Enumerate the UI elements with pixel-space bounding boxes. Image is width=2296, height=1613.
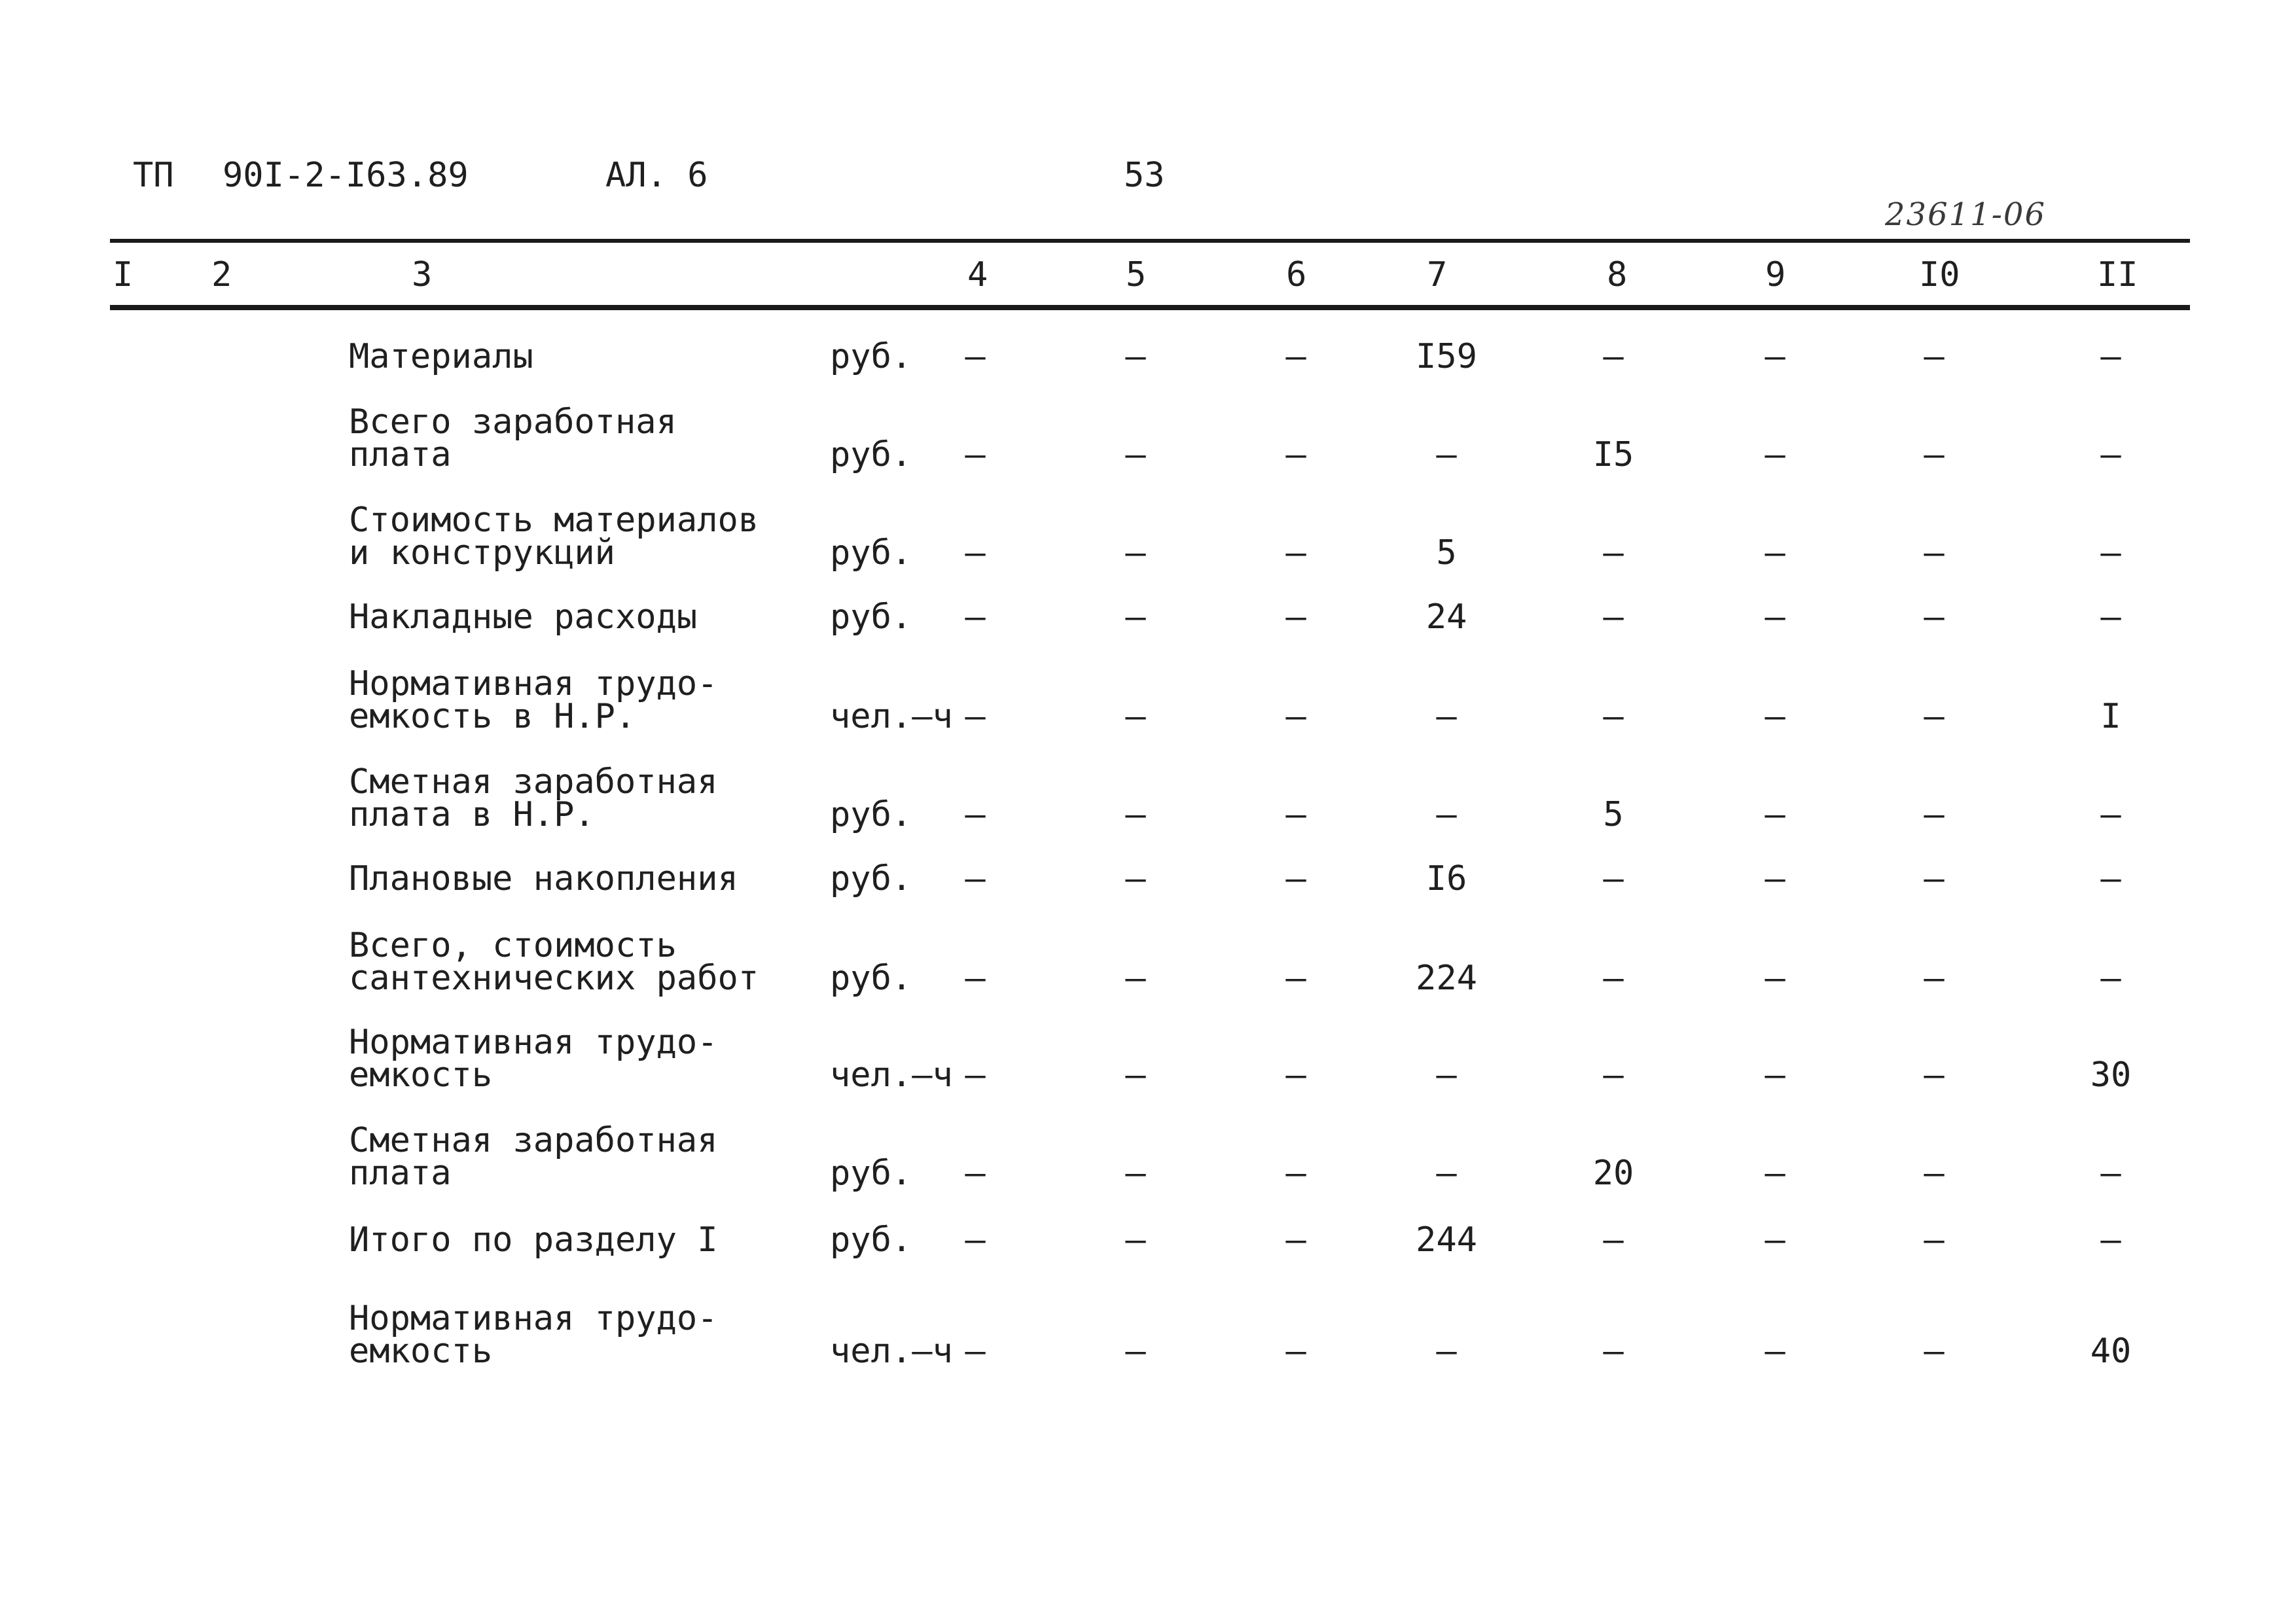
row-label: Стоимость материалов и конструкций (349, 501, 759, 573)
table-top-rule (110, 239, 2190, 243)
row-value-col-4: – (965, 1332, 986, 1371)
album-number: АЛ. 6 (605, 156, 708, 195)
project-code: 90I-2-I63.89 (223, 156, 469, 195)
column-number-8: 8 (1607, 255, 1628, 294)
row-value-col-8: – (1603, 697, 1624, 736)
row-value-col-10: – (1924, 859, 1945, 898)
row-value-col-9: – (1765, 959, 1785, 998)
row-unit: руб. (830, 533, 912, 573)
row-value-col-10: – (1924, 1220, 1945, 1260)
series-code: ТП (133, 156, 174, 195)
table-row (0, 501, 2296, 576)
column-number-2: 2 (211, 255, 232, 294)
row-value-col-6: – (1285, 795, 1306, 834)
row-value-col-4: – (965, 1220, 986, 1260)
row-value-col-4: – (965, 533, 986, 573)
row-unit: руб. (830, 1154, 912, 1193)
table-row (0, 597, 2296, 640)
row-value-col-9: – (1765, 1220, 1785, 1260)
row-value-col-5: – (1125, 1220, 1146, 1260)
row-value-col-6: – (1285, 337, 1306, 376)
row-value-col-11: 30 (2090, 1055, 2132, 1095)
row-value-col-4: – (965, 697, 986, 736)
row-value-col-5: – (1125, 597, 1146, 637)
table-row (0, 762, 2296, 838)
row-label: Всего заработная плата (349, 402, 677, 474)
row-value-col-5: – (1125, 435, 1146, 474)
row-value-col-9: – (1765, 859, 1785, 898)
row-value-col-5: – (1125, 959, 1146, 998)
row-value-col-8: – (1603, 1332, 1624, 1371)
row-value-col-6: – (1285, 1332, 1306, 1371)
column-number-4: 4 (967, 255, 988, 294)
row-value-col-6: – (1285, 597, 1306, 637)
row-value-col-5: – (1125, 795, 1146, 834)
row-value-col-6: – (1285, 533, 1306, 573)
row-value-col-11: – (2100, 597, 2121, 637)
row-value-col-7: – (1436, 1055, 1457, 1095)
row-value-col-8: – (1603, 1055, 1624, 1095)
row-unit: руб. (830, 597, 912, 637)
table-row (0, 926, 2296, 1001)
handwritten-inventory-number: 23611-06 (1885, 196, 2046, 233)
table-row (0, 402, 2296, 478)
row-label: Итого по разделу I (349, 1220, 718, 1260)
row-value-col-7: 224 (1416, 959, 1477, 998)
row-value-col-11: – (2100, 1220, 2121, 1260)
row-value-col-10: – (1924, 697, 1945, 736)
row-value-col-11: I (2100, 697, 2121, 736)
row-value-col-7: I6 (1426, 859, 1467, 898)
row-value-col-4: – (965, 1154, 986, 1193)
table-row (0, 664, 2296, 739)
row-value-col-9: – (1765, 1332, 1785, 1371)
row-unit: руб. (830, 337, 912, 376)
row-value-col-10: – (1924, 597, 1945, 637)
column-number-9: 9 (1765, 255, 1786, 294)
row-label: Сметная заработная плата (349, 1121, 718, 1193)
row-value-col-11: – (2100, 795, 2121, 834)
column-number-11: II (2097, 255, 2138, 294)
row-value-col-6: – (1285, 959, 1306, 998)
row-value-col-8: 5 (1603, 795, 1624, 834)
table-header-rule (110, 305, 2190, 310)
table-row (0, 337, 2296, 380)
row-value-col-10: – (1924, 1055, 1945, 1095)
row-value-col-5: – (1125, 1055, 1146, 1095)
row-value-col-10: – (1924, 795, 1945, 834)
row-value-col-7: 24 (1426, 597, 1467, 637)
row-value-col-9: – (1765, 337, 1785, 376)
row-unit: руб. (830, 435, 912, 474)
row-value-col-7: I59 (1416, 337, 1477, 376)
row-value-col-8: – (1603, 337, 1624, 376)
row-value-col-6: – (1285, 1154, 1306, 1193)
row-value-col-11: – (2100, 1154, 2121, 1193)
row-value-col-11: – (2100, 337, 2121, 376)
row-value-col-4: – (965, 597, 986, 637)
row-label: Накладные расходы (349, 597, 698, 637)
page-number: 53 (1124, 156, 1165, 195)
row-value-col-5: – (1125, 1154, 1146, 1193)
row-value-col-4: – (965, 795, 986, 834)
table-row (0, 1121, 2296, 1196)
row-value-col-4: – (965, 435, 986, 474)
row-value-col-10: – (1924, 959, 1945, 998)
row-value-col-11: 40 (2090, 1332, 2132, 1371)
row-value-col-8: – (1603, 533, 1624, 573)
row-unit: чел.–ч (830, 697, 953, 736)
row-value-col-4: – (965, 337, 986, 376)
row-label: Всего, стоимость сантехнических работ (349, 926, 759, 998)
row-value-col-7: – (1436, 1154, 1457, 1193)
row-value-col-8: – (1603, 959, 1624, 998)
row-label: Нормативная трудо- емкость в Н.Р. (349, 664, 718, 736)
row-value-col-10: – (1924, 533, 1945, 573)
row-value-col-7: – (1436, 795, 1457, 834)
column-number-6: 6 (1286, 255, 1307, 294)
row-value-col-7: – (1436, 697, 1457, 736)
row-label: Плановые накопления (349, 859, 738, 898)
row-value-col-9: – (1765, 435, 1785, 474)
row-label: Нормативная трудо- емкость (349, 1299, 718, 1371)
row-value-col-4: – (965, 959, 986, 998)
row-value-col-9: – (1765, 795, 1785, 834)
row-value-col-10: – (1924, 435, 1945, 474)
row-value-col-8: I5 (1592, 435, 1634, 474)
row-value-col-6: – (1285, 859, 1306, 898)
row-value-col-8: – (1603, 859, 1624, 898)
column-number-10: I0 (1919, 255, 1960, 294)
row-value-col-8: – (1603, 597, 1624, 637)
row-value-col-5: – (1125, 1332, 1146, 1371)
row-value-col-11: – (2100, 435, 2121, 474)
row-value-col-9: – (1765, 533, 1785, 573)
row-value-col-7: – (1436, 1332, 1457, 1371)
row-value-col-11: – (2100, 859, 2121, 898)
row-value-col-9: – (1765, 1055, 1785, 1095)
row-unit: чел.–ч (830, 1055, 953, 1095)
row-value-col-9: – (1765, 597, 1785, 637)
row-value-col-6: – (1285, 1055, 1306, 1095)
row-value-col-6: – (1285, 697, 1306, 736)
row-value-col-7: 244 (1416, 1220, 1477, 1260)
row-label: Нормативная трудо- емкость (349, 1023, 718, 1095)
table-row (0, 859, 2296, 902)
row-value-col-4: – (965, 859, 986, 898)
row-value-col-5: – (1125, 697, 1146, 736)
row-value-col-8: 20 (1592, 1154, 1634, 1193)
row-unit: руб. (830, 795, 912, 834)
row-value-col-7: – (1436, 435, 1457, 474)
row-value-col-8: – (1603, 1220, 1624, 1260)
row-value-col-9: – (1765, 1154, 1785, 1193)
row-label: Сметная заработная плата в Н.Р. (349, 762, 718, 834)
row-value-col-10: – (1924, 1154, 1945, 1193)
row-label: Материалы (349, 337, 533, 376)
column-number-5: 5 (1126, 255, 1147, 294)
row-value-col-9: – (1765, 697, 1785, 736)
row-value-col-7: 5 (1436, 533, 1457, 573)
table-row (0, 1299, 2296, 1374)
row-value-col-11: – (2100, 959, 2121, 998)
row-value-col-10: – (1924, 1332, 1945, 1371)
table-row (0, 1023, 2296, 1098)
row-unit: руб. (830, 859, 912, 898)
column-number-3: 3 (412, 255, 433, 294)
row-value-col-5: – (1125, 533, 1146, 573)
table-row (0, 1220, 2296, 1263)
row-unit: руб. (830, 959, 912, 998)
row-value-col-11: – (2100, 533, 2121, 573)
row-value-col-4: – (965, 1055, 986, 1095)
row-value-col-5: – (1125, 859, 1146, 898)
column-number-7: 7 (1427, 255, 1448, 294)
row-value-col-5: – (1125, 337, 1146, 376)
row-value-col-6: – (1285, 435, 1306, 474)
row-value-col-10: – (1924, 337, 1945, 376)
column-number-1: I (113, 255, 134, 294)
row-unit: руб. (830, 1220, 912, 1260)
row-value-col-6: – (1285, 1220, 1306, 1260)
row-unit: чел.–ч (830, 1332, 953, 1371)
